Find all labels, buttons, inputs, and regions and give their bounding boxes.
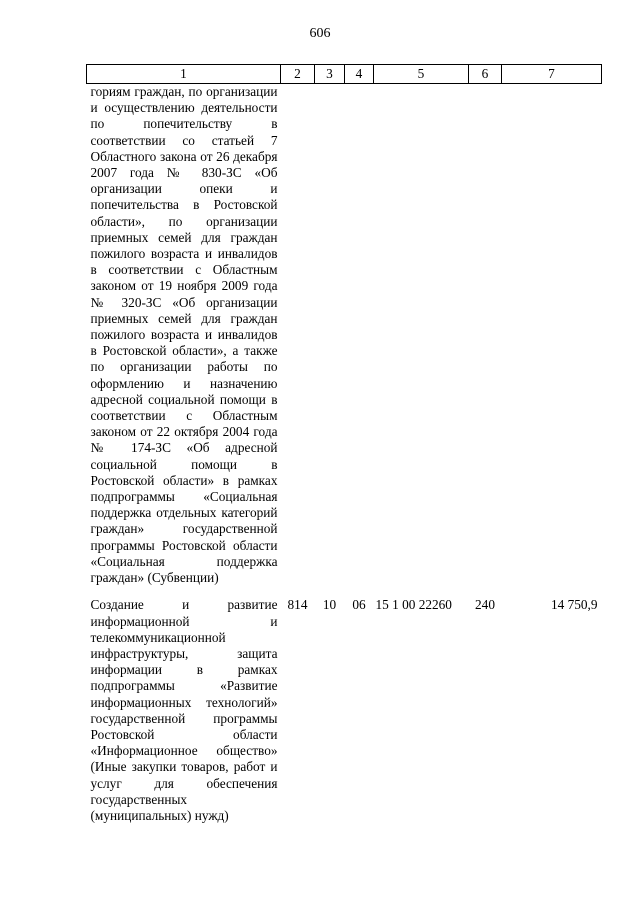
table-body: [87, 84, 602, 825]
header-col-2: 2: [281, 65, 315, 84]
header-col-4: 4: [345, 65, 374, 84]
budget-table: [86, 64, 602, 824]
row-target-article: 15 1 00 22260: [375, 597, 452, 613]
header-col-5: 5: [374, 65, 469, 84]
row-expense-type: [469, 84, 502, 587]
row-subsection: [345, 84, 374, 587]
row-ministry: 814: [287, 597, 308, 613]
table-header: [87, 65, 602, 84]
header-row: [87, 65, 602, 84]
table-row: [87, 84, 602, 587]
row-section: 10: [322, 597, 337, 613]
table-row: [87, 586, 602, 824]
row-section: [315, 84, 345, 587]
row-expense-type: 240: [475, 597, 495, 613]
row-description: гориям граждан, по организации и осуществлению деятельности по попечительству в соответствии со статьей 7 Областного закона от 26 декабря 2007 года № 830-ЗС «Об организации опеки и попечительства в Ростовской области», по организации приемных семей для граждан пожилого возраста и инвалидов в соответствии с Областным законом от 19 ноября 2009 года № 320-ЗС «Об организации приемных семей для граждан пожилого возраста и инвалидов в Ростовской области», а также по организации работы по оформлению и назначению адресной социальной помощи в соответствии с Областным законом от 22 октября 2004 года № 174-ЗС «Об адресной социальной помощи в Ростовской области» в рамках подпрограммы «Социальная поддержка отдельных категорий граждан» государственной программы Ростовской области «Социальная поддержка граждан» (Субвенции): [90, 84, 278, 586]
header-col-1: 1: [87, 65, 281, 84]
header-col-7: 7: [502, 65, 602, 84]
row-target-article: [374, 84, 469, 587]
row-subsection: 06: [352, 597, 366, 613]
row-amount: [502, 84, 602, 587]
row-description: Создание и развитие информационной и телекоммуникационной инфраструктуры, защита информации в рамках подпрограммы «Развитие информационных технологий» государственной программы Ростовской области «Информационное общество» (Иные закупки товаров, работ и услуг для обеспечения государственных (муниципальных) нужд): [90, 597, 278, 823]
header-col-3: 3: [315, 65, 345, 84]
page-number: 606: [309, 26, 331, 41]
row-ministry: [281, 84, 315, 587]
row-amount: 14 750,9: [550, 597, 598, 613]
header-col-6: 6: [469, 65, 502, 84]
